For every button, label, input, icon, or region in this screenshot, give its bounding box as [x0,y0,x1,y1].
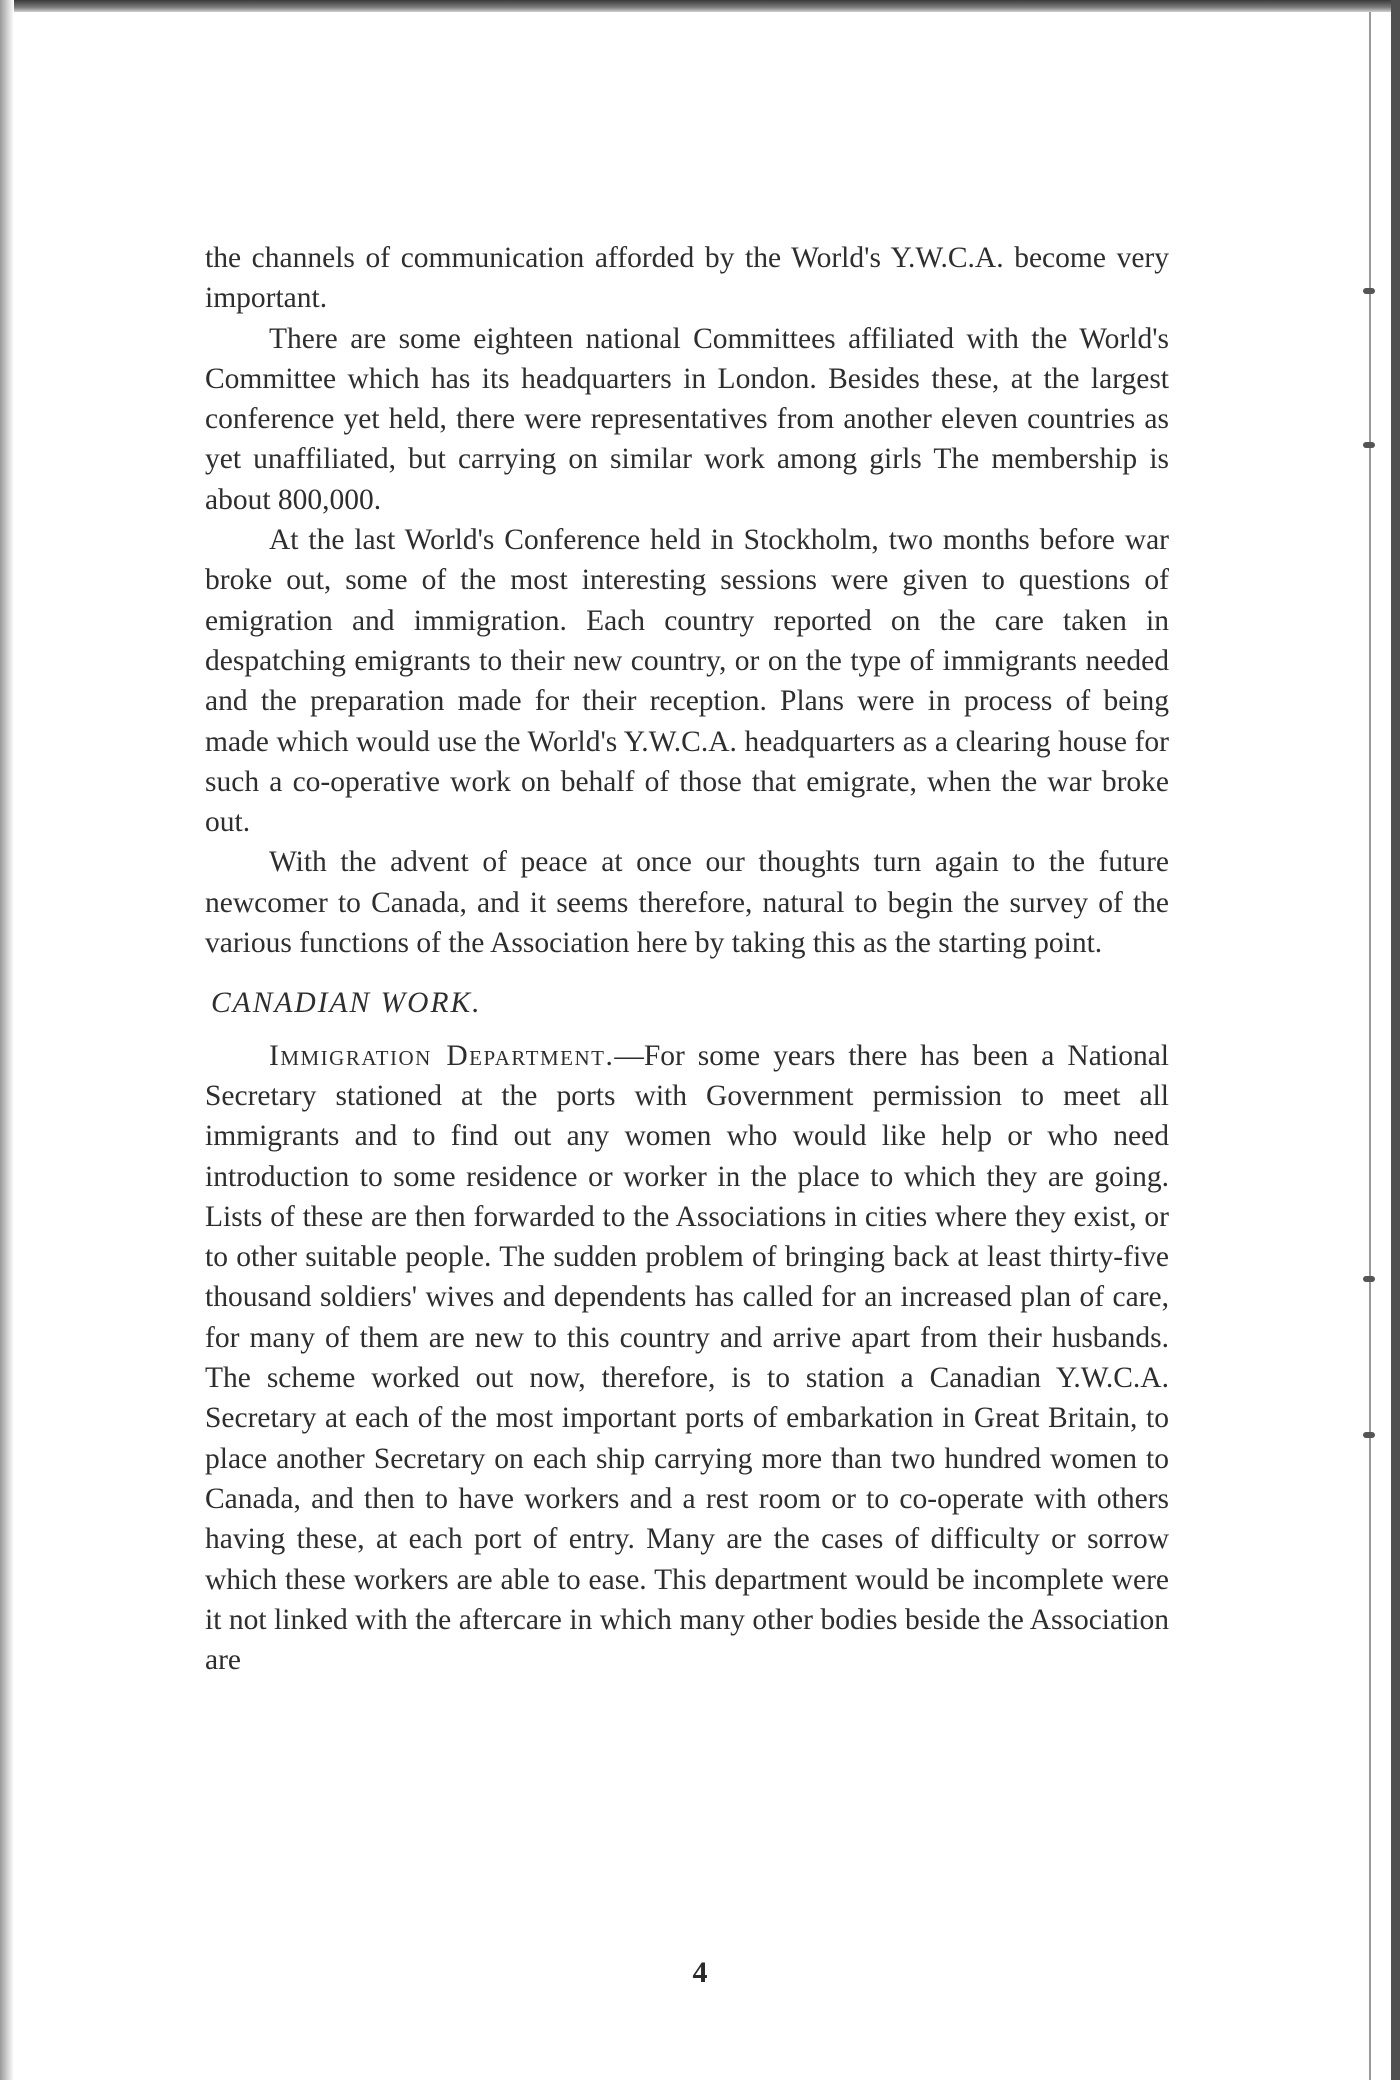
paragraph-stockholm-conference: At the last World's Conference held in Stockholm, two months before war broke out, some of the most interesting sessions were given to questions of emigration and immigration. Each country reported on the care taken in despatching emigrants to their new country, or on the type of immigrants needed and the preparation made for their reception. Plans were in process of being made which would use the World's Y.W.C.A. headquarters as a clearing house for such a co-operative work on behalf of those that emigrate, when the war broke out. [205,524,1169,839]
binding-mark [1363,442,1375,448]
page-body [205,238,1169,1680]
page-number: 4 [692,1956,708,1989]
section-heading: CANADIAN WORK. [211,987,482,1020]
paragraph-world-committees: There are some eighteen national Committees affiliated with the World's Committee which has its headquarters in London. Besides these, at the largest conference yet held, there were representatives from another eleven countries as yet unaffiliated, but carrying on similar work among girls The membership is about 800,000. [205,322,1169,516]
binding-mark [1363,1432,1375,1438]
binding-mark [1363,1276,1375,1282]
paragraph-immigration-text: —For some years there has been a National Secretary stationed at the ports with Government permission to meet all immigrants and to find out any women who would like help or who need introduction to some residence or worker in the place to which they are going. Lists of these are then forwarded to the Associations in cities where they exist, or to other suitable people. The sudden problem of bringing back at least thirty-five thousand soldiers' wives and dependents has called for an increased plan of care, for many of them are new to this country and arrive apart from their husbands. The scheme worked out now, therefore, is to station a Canadian Y.W.C.A. Secretary at each of the most important ports of embarkation in Great Britain, to place another Secretary on each ship carrying more than two hundred women to Canada, and then to have workers and a rest room or to co-operate with others having these, at each port of entry. Many are the cases of difficulty or sorrow which these workers are able to ease. This department would be incomplete were it not linked with the aftercare in which many other bodies beside the Association are [205,1039,1169,1677]
paragraph-advent-of-peace: With the advent of peace at once our thoughts turn again to the future newcomer to Canada, and it seems therefore, natural to begin the survey of the various functions of the Association here by taking this as the starting point. [205,846,1169,960]
paragraph-immigration-department [205,1036,1169,1681]
scan-right-edge [1391,0,1400,2080]
scan-top-edge [0,0,1400,12]
scan-left-edge [0,0,14,2080]
binding-mark [1363,288,1375,294]
page-fold-line [1369,12,1371,2080]
paragraph-continuation: the channels of communication afforded by the World's Y.W.C.A. become very important. [205,242,1169,315]
department-heading: Immigration Department. [269,1039,615,1072]
